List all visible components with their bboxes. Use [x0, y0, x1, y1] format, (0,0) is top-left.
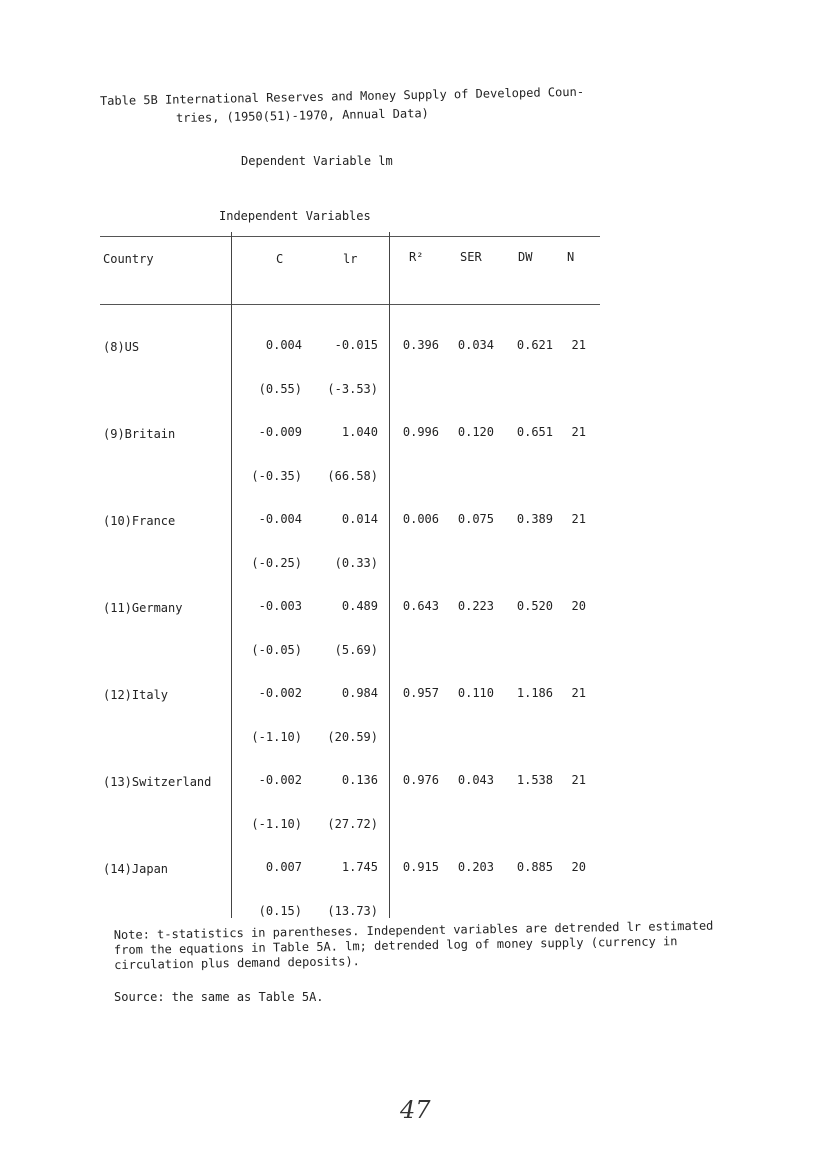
country-name: (12)Italy	[103, 688, 169, 702]
coefficient-lr-value: 0.489	[341, 599, 378, 613]
r-squared-value: 0.915	[402, 860, 439, 874]
ser-value: 0.034	[457, 338, 494, 352]
country-name: (9)Britain	[103, 427, 176, 441]
r-squared-value: 0.006	[402, 512, 439, 526]
t-stat-c: (-1.10)	[251, 817, 302, 831]
r-squared-value: 0.996	[402, 425, 439, 439]
header-bottom-rule	[100, 304, 600, 305]
t-stat-lr: (20.59)	[327, 730, 378, 744]
header-country: Country	[103, 252, 154, 266]
t-stat-lr: (13.73)	[327, 904, 378, 918]
r-squared-value: 0.396	[402, 338, 439, 352]
coefficient-c-value: -0.002	[258, 686, 302, 700]
t-stat-c: (0.15)	[258, 904, 302, 918]
table-title-line1: Table 5B International Reserves and Money Supply of Developed Coun-	[99, 84, 585, 108]
n-observations-value: 21	[571, 773, 586, 787]
r-squared-value: 0.957	[402, 686, 439, 700]
coefficient-lr-value: 1.040	[341, 425, 378, 439]
coefficient-lr-value: -0.015	[334, 338, 378, 352]
header-dw: DW	[518, 250, 533, 264]
ser-value: 0.203	[457, 860, 494, 874]
country-name: (11)Germany	[103, 601, 183, 615]
coefficient-c-value: -0.003	[258, 599, 302, 613]
t-stat-c: (-0.35)	[251, 469, 302, 483]
t-stat-c: (-0.05)	[251, 643, 302, 657]
coefficient-c-value: -0.009	[258, 425, 302, 439]
country-name: (10)France	[103, 514, 176, 528]
header-n: N	[567, 250, 575, 264]
t-stat-lr: (-3.53)	[327, 382, 378, 396]
t-stat-lr: (0.33)	[334, 556, 378, 570]
table-top-rule	[100, 236, 600, 237]
r-squared-value: 0.976	[402, 773, 439, 787]
dw-value: 1.538	[516, 773, 553, 787]
t-stat-lr: (66.58)	[327, 469, 378, 483]
column-divider-right	[389, 232, 390, 918]
dependent-variable-label: Dependent Variable lm	[241, 154, 393, 168]
dw-value: 0.621	[516, 338, 553, 352]
coefficient-c-value: -0.004	[258, 512, 302, 526]
coefficient-lr-value: 0.014	[341, 512, 378, 526]
country-name: (14)Japan	[103, 862, 169, 876]
coefficient-lr-value: 1.745	[341, 860, 378, 874]
dw-value: 0.389	[516, 512, 553, 526]
n-observations-value: 21	[571, 686, 586, 700]
ser-value: 0.043	[457, 773, 494, 787]
n-observations-value: 21	[571, 338, 586, 352]
table-title-line2: tries, (1950(51)-1970, Annual Data)	[175, 106, 429, 125]
header-ser: SER	[460, 250, 482, 264]
header-r2: R²	[409, 250, 424, 264]
t-stat-c: (0.55)	[258, 382, 302, 396]
t-stat-c: (-1.10)	[251, 730, 302, 744]
ser-value: 0.075	[457, 512, 494, 526]
dw-value: 0.885	[516, 860, 553, 874]
coefficient-c-value: -0.002	[258, 773, 302, 787]
country-name: (13)Switzerland	[103, 775, 212, 789]
header-c: C	[276, 252, 284, 266]
dw-value: 1.186	[516, 686, 553, 700]
dw-value: 0.651	[516, 425, 553, 439]
t-stat-lr: (5.69)	[334, 643, 378, 657]
ser-value: 0.110	[457, 686, 494, 700]
column-divider-left	[231, 232, 232, 918]
table-source: Source: the same as Table 5A.	[114, 990, 324, 1004]
ser-value: 0.223	[457, 599, 494, 613]
coefficient-c-value: 0.004	[265, 338, 302, 352]
dw-value: 0.520	[516, 599, 553, 613]
n-observations-value: 21	[571, 512, 586, 526]
handwritten-page-number: 47	[400, 1096, 431, 1124]
n-observations-value: 21	[571, 425, 586, 439]
header-lr: lr	[343, 252, 358, 266]
n-observations-value: 20	[571, 860, 586, 874]
n-observations-value: 20	[571, 599, 586, 613]
coefficient-lr-value: 0.984	[341, 686, 378, 700]
coefficient-lr-value: 0.136	[341, 773, 378, 787]
country-name: (8)US	[103, 340, 140, 354]
t-stat-lr: (27.72)	[327, 817, 378, 831]
independent-variables-label: Independent Variables	[219, 209, 371, 223]
r-squared-value: 0.643	[402, 599, 439, 613]
coefficient-c-value: 0.007	[265, 860, 302, 874]
ser-value: 0.120	[457, 425, 494, 439]
table-note: Note: t-statistics in parentheses. Independent variables are detrended lr estimated from the equations in Table 5A. lm; detrended log of money supply (currency in circulation plus demand deposits).	[113, 918, 714, 972]
t-stat-c: (-0.25)	[251, 556, 302, 570]
